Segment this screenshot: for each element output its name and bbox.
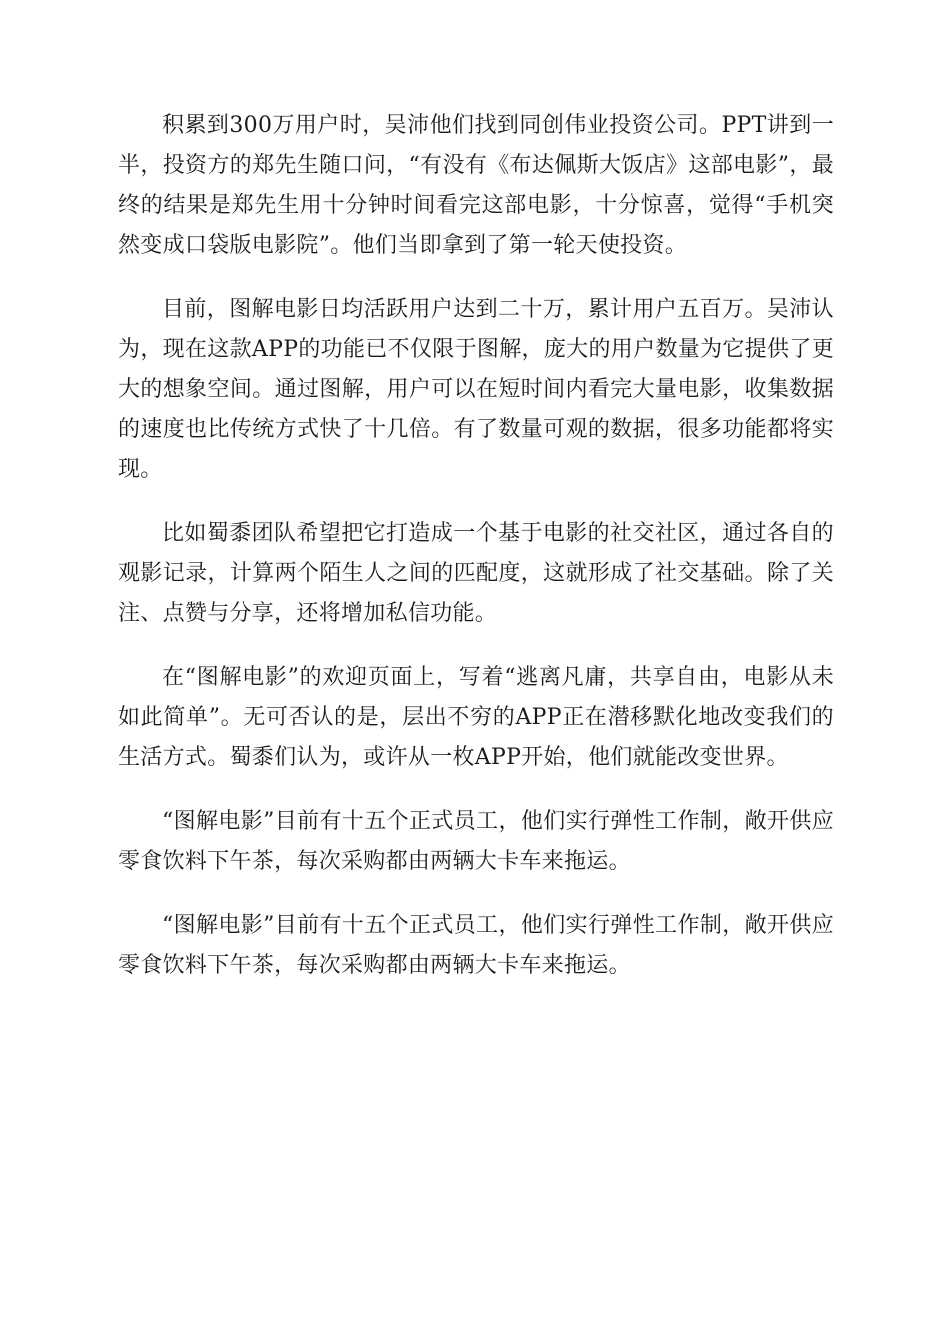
paragraph-1: 积累到300万用户时，吴沛他们找到同创伟业投资公司。PPT讲到一半，投资方的郑先生随口问，“有没有《布达佩斯大饭店》这部电影”，最终的结果是郑先生用十分钟时间看完这部电影，十分惊喜，觉得“手机突然变成口袋版电影院”。他们当即拿到了第一轮天使投资。 xyxy=(118,113,834,258)
paragraph-2: 目前，图解电影日均活跃用户达到二十万，累计用户五百万。吴沛认为，现在这款APP的功能已不仅限于图解，庞大的用户数量为它提供了更大的想象空间。通过图解，用户可以在短时间内看完大量电影，收集数据的速度也比传统方式快了十几倍。有了数量可观的数据，很多功能都将实现。 xyxy=(118,297,834,482)
paragraph-4: 在“图解电影”的欢迎页面上，写着“逃离凡庸，共享自由，电影从未如此简单”。无可否认的是，层出不穷的APP正在潜移默化地改变我们的生活方式。蜀黍们认为，或许从一枚APP开始，他们就能改变世界。 xyxy=(118,665,834,770)
paragraph-6: “图解电影”目前有十五个正式员工，他们实行弹性工作制，敞开供应零食饮料下午茶，每次采购都由两辆大卡车来拖运。 xyxy=(118,913,834,978)
paragraph-3: 比如蜀黍团队希望把它打造成一个基于电影的社交社区，通过各自的观影记录，计算两个陌生人之间的匹配度，这就形成了社交基础。除了关注、点赞与分享，还将增加私信功能。 xyxy=(118,521,834,626)
document-body xyxy=(118,106,834,1010)
paragraph-5: “图解电影”目前有十五个正式员工，他们实行弹性工作制，敞开供应零食饮料下午茶，每次采购都由两辆大卡车来拖运。 xyxy=(118,809,834,874)
